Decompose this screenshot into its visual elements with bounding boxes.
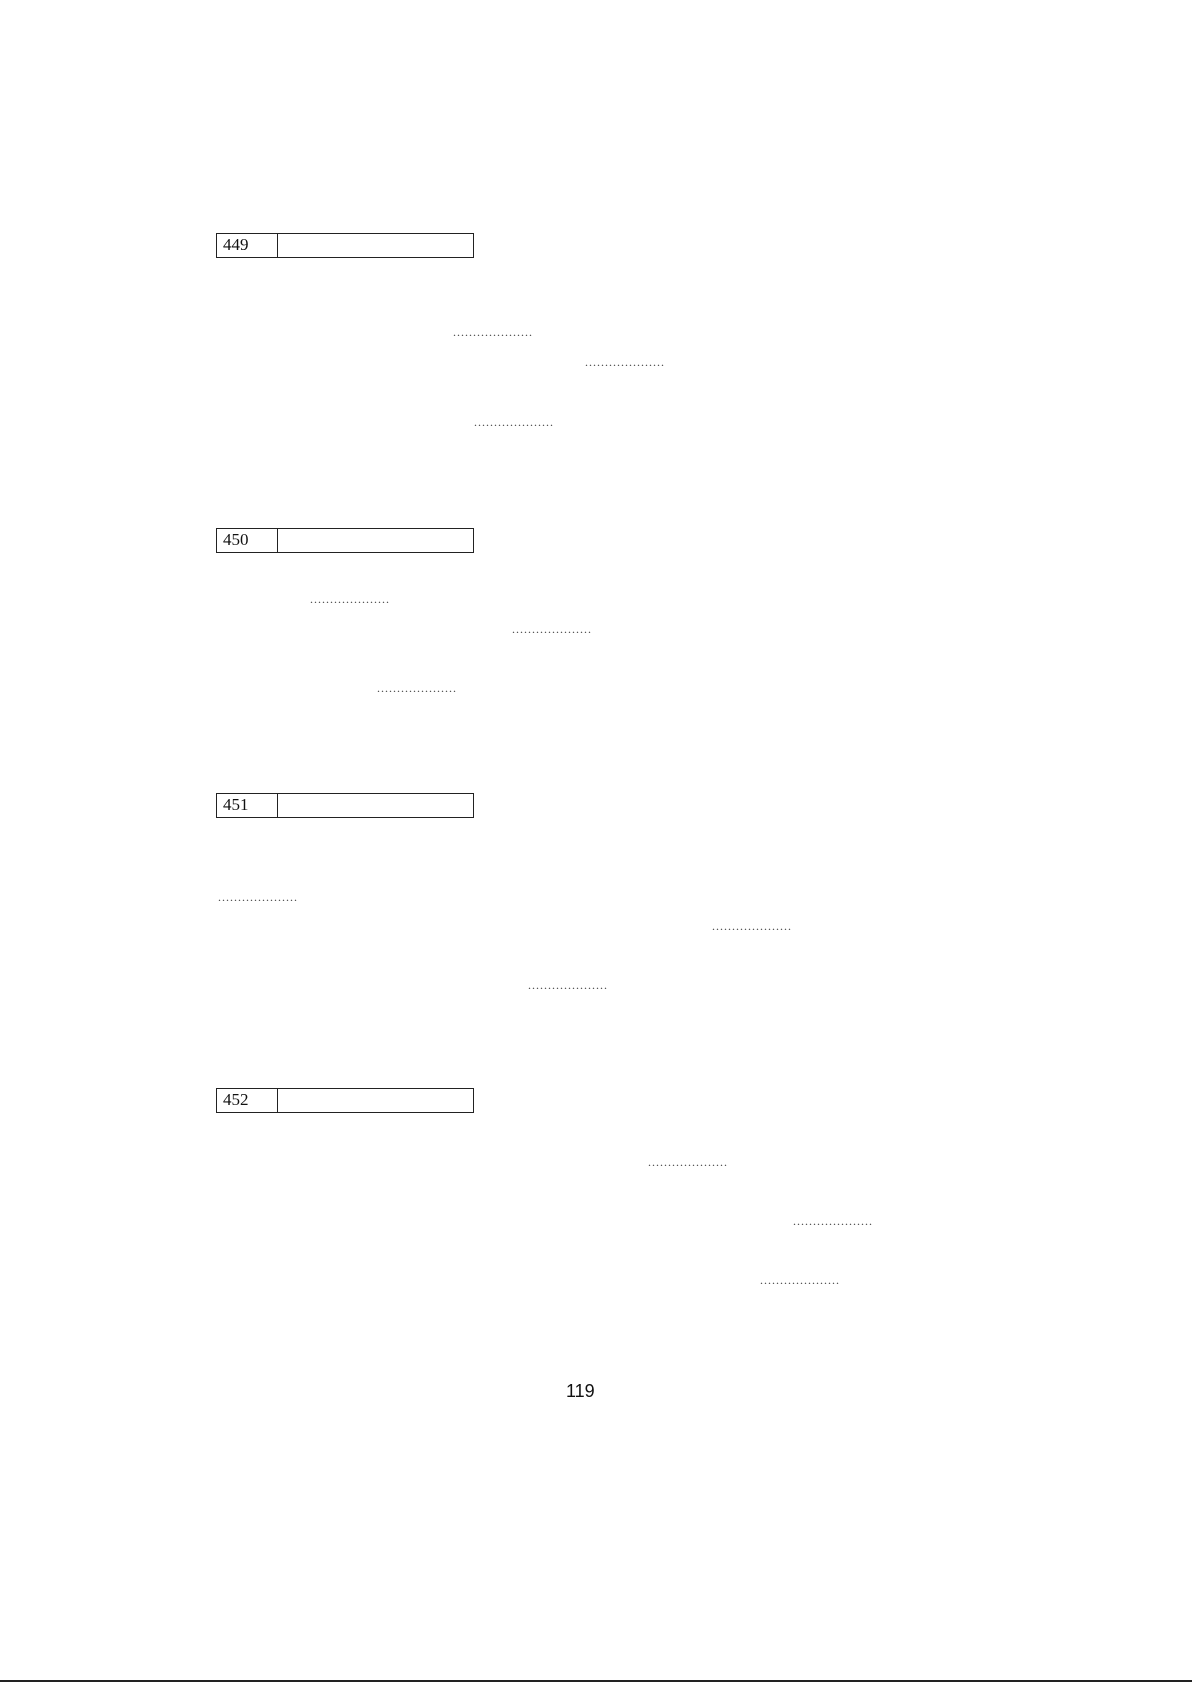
answer-blank[interactable]: .................... xyxy=(310,592,390,606)
answer-blank[interactable]: .................... xyxy=(585,355,665,369)
question-number: 450 xyxy=(217,529,278,552)
question-label-field xyxy=(278,529,473,552)
answer-blank[interactable]: .................... xyxy=(218,890,298,904)
page-number: 119 xyxy=(566,1381,595,1401)
question-number: 449 xyxy=(217,234,278,257)
question-label-field xyxy=(278,1089,473,1112)
question-number-box xyxy=(216,233,474,258)
answer-blank[interactable]: .................... xyxy=(760,1273,840,1287)
answer-blank[interactable]: .................... xyxy=(648,1155,728,1169)
answer-blank[interactable]: .................... xyxy=(474,415,554,429)
answer-blank[interactable]: .................... xyxy=(512,622,592,636)
question-number-box xyxy=(216,793,474,818)
question-label-field xyxy=(278,794,473,817)
answer-blank[interactable]: .................... xyxy=(377,681,457,695)
question-label-field xyxy=(278,234,473,257)
question-number-box xyxy=(216,1088,474,1113)
question-number: 452 xyxy=(217,1089,278,1112)
answer-blank[interactable]: .................... xyxy=(528,978,608,992)
question-number: 451 xyxy=(217,794,278,817)
bottom-rule xyxy=(0,1680,1192,1682)
answer-blank[interactable]: .................... xyxy=(793,1214,873,1228)
question-number-box xyxy=(216,528,474,553)
answer-blank[interactable]: .................... xyxy=(712,919,792,933)
answer-blank[interactable]: .................... xyxy=(453,325,533,339)
